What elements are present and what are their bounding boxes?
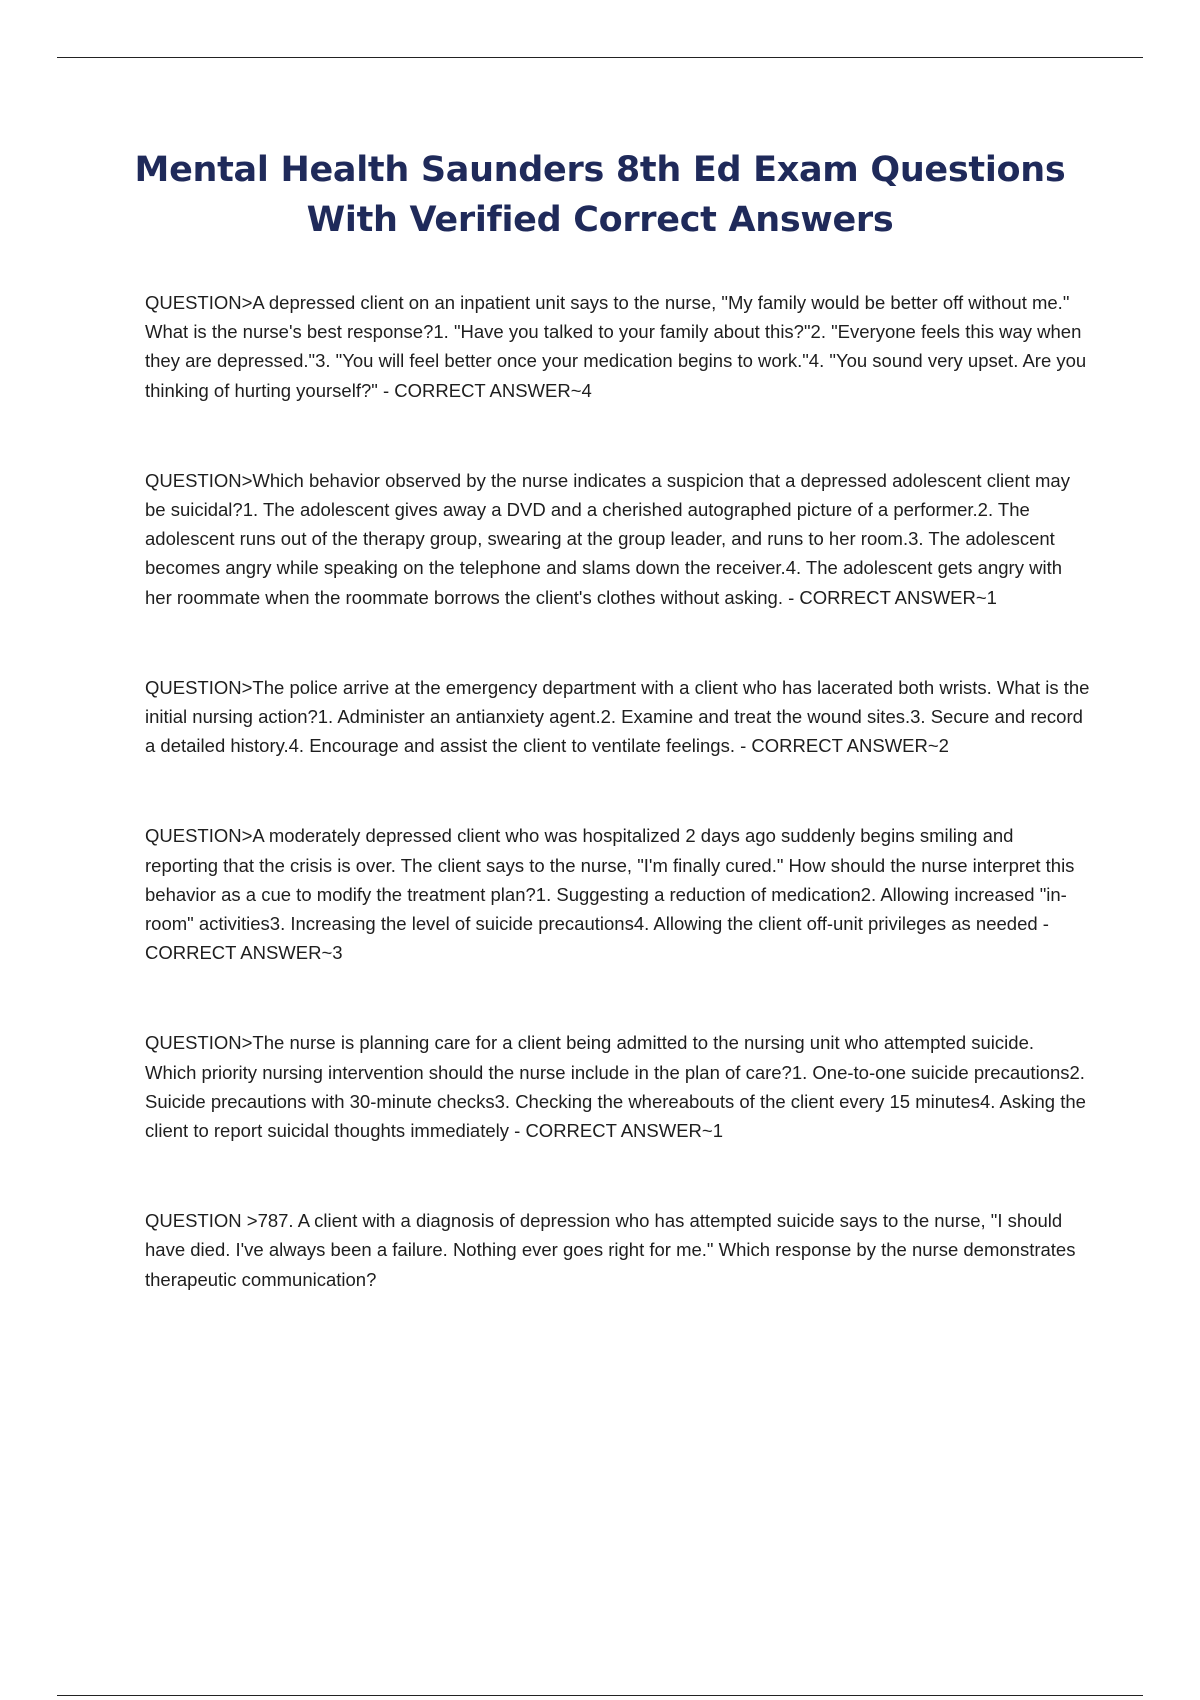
question-item: QUESTION>Which behavior observed by the nurse indicates a suspicion that a depressed adolescent client may be suicidal?1. The adolescent gives away a DVD and a cherished autographed picture of a performer.2. The adolescent runs out of the therapy group, swearing at the group leader, and runs to her room.3. The adolescent becomes angry while speaking on the telephone and slams down the receiver.4. The adolescent gets angry with her roommate when the roommate borrows the client's clothes without asking. - CORRECT ANSWER~1: [145, 469, 1070, 608]
top-rule: [57, 57, 1143, 58]
question-item: QUESTION >787. A client with a diagnosis of depression who has attempted suicide says to the nurse, "I should have died. I've always been a failure. Nothing ever goes right for me." Which response by the nurse demonstrates therapeutic communication?: [145, 1210, 1076, 1290]
question-list: [145, 288, 1090, 1294]
page-title: Mental Health Saunders 8th Ed Exam Questions With Verified Correct Answers: [134, 150, 1066, 240]
question-item: QUESTION>A depressed client on an inpatient unit says to the nurse, "My family would be better off without me." What is the nurse's best response?1. "Have you talked to your family about this?"2. "Everyone feels this way when they are depressed."3. "You will feel better once your medication begins to work."4. "You sound very upset. Are you thinking of hurting yourself?" - CORRECT ANSWER~4: [145, 292, 1087, 401]
question-item: QUESTION>A moderately depressed client who was hospitalized 2 days ago suddenly begins smiling and reporting that the crisis is over. The client says to the nurse, "I'm finally cured." How should the nurse interpret this behavior as a cue to modify the treatment plan?1. Suggesting a reduction of medication2. Allowing increased "in-room" activities3. Increasing the level of suicide precautions4. Allowing the client off-unit privileges as needed - CORRECT ANSWER~3: [145, 825, 1075, 964]
question-item: QUESTION>The police arrive at the emergency department with a client who has lacerated both wrists. What is the initial nursing action?1. Administer an antianxiety agent.2. Examine and treat the wound sites.3. Secure and record a detailed history.4. Encourage and assist the client to ventilate feelings. - CORRECT ANSWER~2: [145, 676, 1090, 757]
question-item: QUESTION>The nurse is planning care for a client being admitted to the nursing unit who attempted suicide. Which priority nursing intervention should the nurse include in the plan of care?1. One-to-one suicide precautions2. Suicide precautions with 30-minute checks3. Checking the whereabouts of the client every 15 minutes4. Asking the client to report suicidal thoughts immediately - CORRECT ANSWER~1: [145, 1032, 1086, 1142]
bottom-rule: [57, 1695, 1143, 1696]
